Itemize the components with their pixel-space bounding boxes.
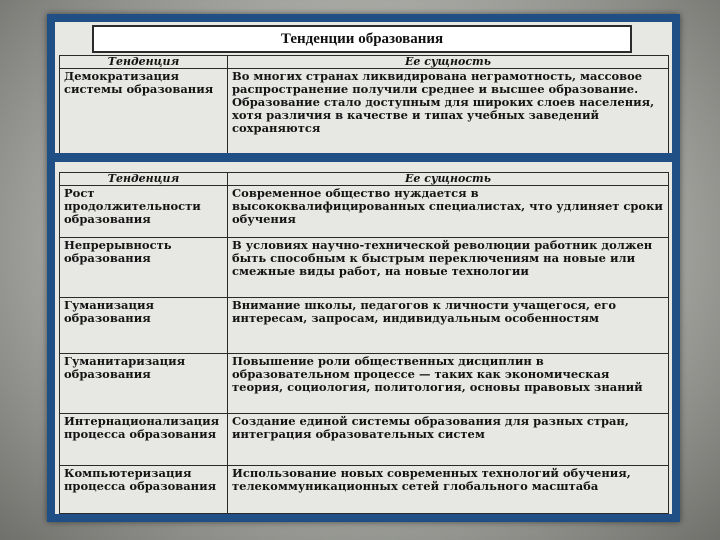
- slide-title: Тенденции образования: [92, 25, 632, 53]
- header-trend: Тенденция: [60, 173, 228, 186]
- table-row: [60, 414, 669, 466]
- table-row: [60, 69, 669, 154]
- essence-cell: Использование новых современных технологий обучения, телекоммуникационных сетей глобального масштаба: [228, 466, 669, 514]
- trends-table-main: [59, 172, 669, 514]
- essence-cell: Внимание школы, педагогов к личности учащегося, его интересам, запросам, индивидуальным особенностям: [228, 298, 669, 354]
- scanned-table-top: [55, 22, 672, 153]
- table-row: [60, 466, 669, 514]
- essence-cell: Современное общество нуждается в высококвалифицированных специалистах, что удлиняет сроки обучения: [228, 186, 669, 238]
- table-row: [60, 238, 669, 298]
- trend-cell: Интернационализация процесса образования: [60, 414, 228, 466]
- trend-cell: Демократизация системы образования: [60, 69, 228, 154]
- trend-cell: Компьютеризация процесса образования: [60, 466, 228, 514]
- header-essence: Ее сущность: [228, 173, 669, 186]
- header-trend: Тенденция: [60, 56, 228, 69]
- table-row: [60, 298, 669, 354]
- trend-cell: Непрерывность образования: [60, 238, 228, 298]
- header-essence: Ее сущность: [228, 56, 669, 69]
- table-row: [60, 186, 669, 238]
- essence-cell: Создание единой системы образования для разных стран, интеграция образовательных систем: [228, 414, 669, 466]
- table-header-row: [60, 56, 669, 69]
- scanned-table-main: [55, 162, 672, 514]
- essence-cell: В условиях научно-технической революции работник должен быть способным к быстрым переключениям на новые или смежные виды работ, на новые технологии: [228, 238, 669, 298]
- essence-cell: Во многих странах ликвидирована неграмотность, массовое распространение получили среднее и высшее образование. Образование стало доступным для широких слоев населения, хотя различия в качестве и типах учебных заведений сохраняются: [228, 69, 669, 154]
- trend-cell: Гуманизация образования: [60, 298, 228, 354]
- trend-cell: Рост продолжительности образования: [60, 186, 228, 238]
- table-row: [60, 354, 669, 414]
- essence-cell: Повышение роли общественных дисциплин в образовательном процессе — таких как экономическая теория, социология, политология, основы правовых знаний: [228, 354, 669, 414]
- trends-table-top: [59, 55, 669, 153]
- trend-cell: Гуманитаризация образования: [60, 354, 228, 414]
- table-header-row: [60, 173, 669, 186]
- slide-frame: [47, 14, 680, 522]
